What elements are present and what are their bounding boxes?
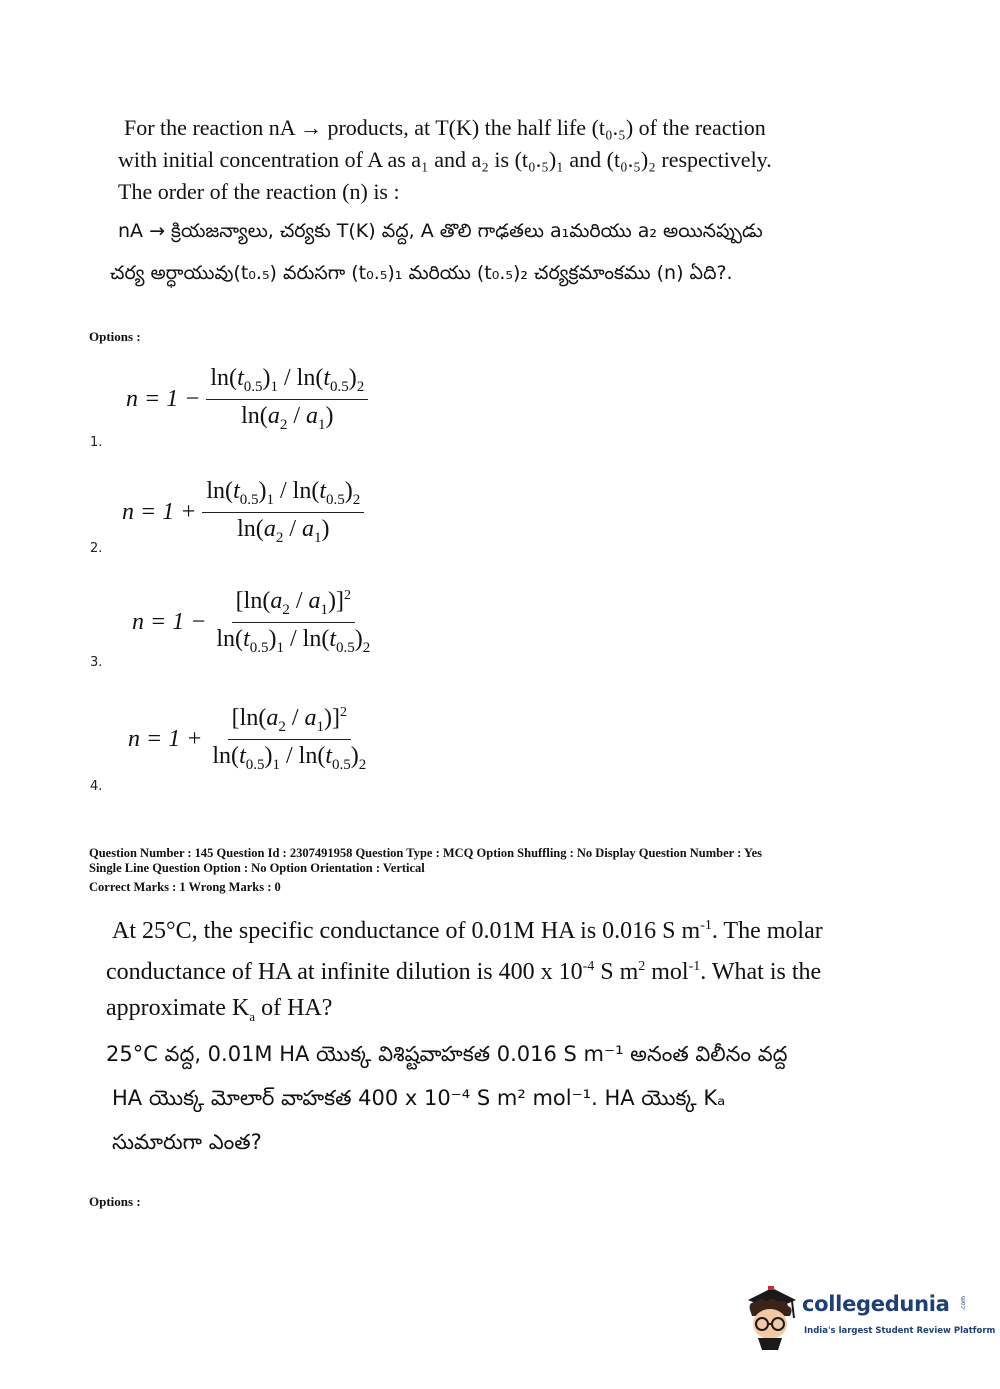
formula-lhs: n = 1 + (128, 725, 203, 752)
question-144-text (118, 112, 878, 208)
logo-tagline: India's largest Student Review Platform (804, 1326, 996, 1336)
question-telugu-line: చర్య అర్ధాయువు(t₀.₅) వరుసగా (t₀.₅)₁ మరియు (t₀.₅)₂ చర్యక్రమాంకము (n) ఏది?. (110, 262, 733, 284)
meta-line: Single Line Question Option : No Option Orientation : Vertical (89, 861, 425, 875)
question-line: with initial concentration of A as a₁ and a₂ is (t₀.₅)₁ and (t₀.₅)₂ respectively. (118, 147, 772, 172)
collegedunia-logo (742, 1282, 996, 1352)
question-telugu-line: 25°C వద్ద, 0.01M HA యొక్క విశిష్టవాహకత 0.016 S m⁻¹ అనంత విలీనం వద్ద (106, 1042, 788, 1066)
formula-lhs: n = 1 − (126, 385, 201, 412)
options-label: Options : (89, 329, 141, 344)
option-1-formula[interactable] (126, 365, 368, 434)
mascot-icon (742, 1284, 800, 1350)
question-line: conductance of HA at infinite dilution is 400 x $10^{-4}$ S $m^2$ mol$^{-1}$. What is the (106, 959, 822, 985)
option-number: 2. (90, 541, 103, 556)
meta-line: Question Number : 145 Question Id : 2307491958 Question Type : MCQ Option Shuffling : No Display Question Number : Yes (89, 846, 762, 860)
question-telugu-line: nA → క్రియజన్యాలు, చర్యకు T(K) వద్ద, A తొలి గాఢతలు a₁మరియు a₂ అయినప్పుడు (118, 220, 763, 242)
question-line: For the reaction nA → products, at T(K) the half life (t₀.₅) of the reaction (124, 115, 766, 140)
option-3-formula[interactable] (132, 588, 374, 657)
options-label: Options : (89, 1194, 141, 1209)
meta-line: Correct Marks : 1 Wrong Marks : 0 (89, 880, 281, 894)
fraction: $\frac{\ln(t_{0.5})_1 / \ln(t_{0.5})_2}{\ln(a_2 / a_1)}$ (202, 478, 364, 547)
question-meta (89, 846, 762, 895)
fraction: $\frac{[\ln(a_2 / a_1)]^2}{\ln(t_{0.5})_1 / \ln(t_{0.5})_2}$ (212, 705, 367, 773)
option-4-formula[interactable] (128, 705, 370, 774)
logo-wordmark: collegedunia (802, 1292, 950, 1316)
option-number: 3. (90, 655, 103, 670)
option-number: 1. (90, 435, 103, 450)
formula-lhs: n = 1 + (122, 498, 197, 525)
formula-lhs: n = 1 − (132, 608, 207, 635)
question-145-text (106, 908, 896, 1035)
question-line: The order of the reaction (n) is : (118, 179, 400, 204)
question-telugu-line: సుమారుగా ఎంత? (112, 1130, 262, 1154)
option-number: 4. (90, 779, 103, 794)
fraction: $\frac{\ln(t_{0.5})_1 / \ln(t_{0.5})_2}{\ln(a_2 / a_1)}$ (206, 365, 368, 434)
question-telugu-line: HA యొక్క మోలార్ వాహకత 400 x 10⁻⁴ S m² mol⁻¹. HA యొక్క Kₐ (112, 1086, 726, 1110)
fraction: $\frac{[\ln(a_2 / a_1)]^2}{\ln(t_{0.5})_1 / \ln(t_{0.5})_2}$ (216, 588, 371, 656)
question-line: approximate $K_a$ of HA? (106, 995, 333, 1024)
option-2-formula[interactable] (122, 478, 364, 547)
question-line: At 25°C, the specific conductance of 0.01M HA is 0.016 S $m^{-1}$. The molar (112, 918, 823, 944)
logo-suffix: .com (960, 1296, 967, 1311)
